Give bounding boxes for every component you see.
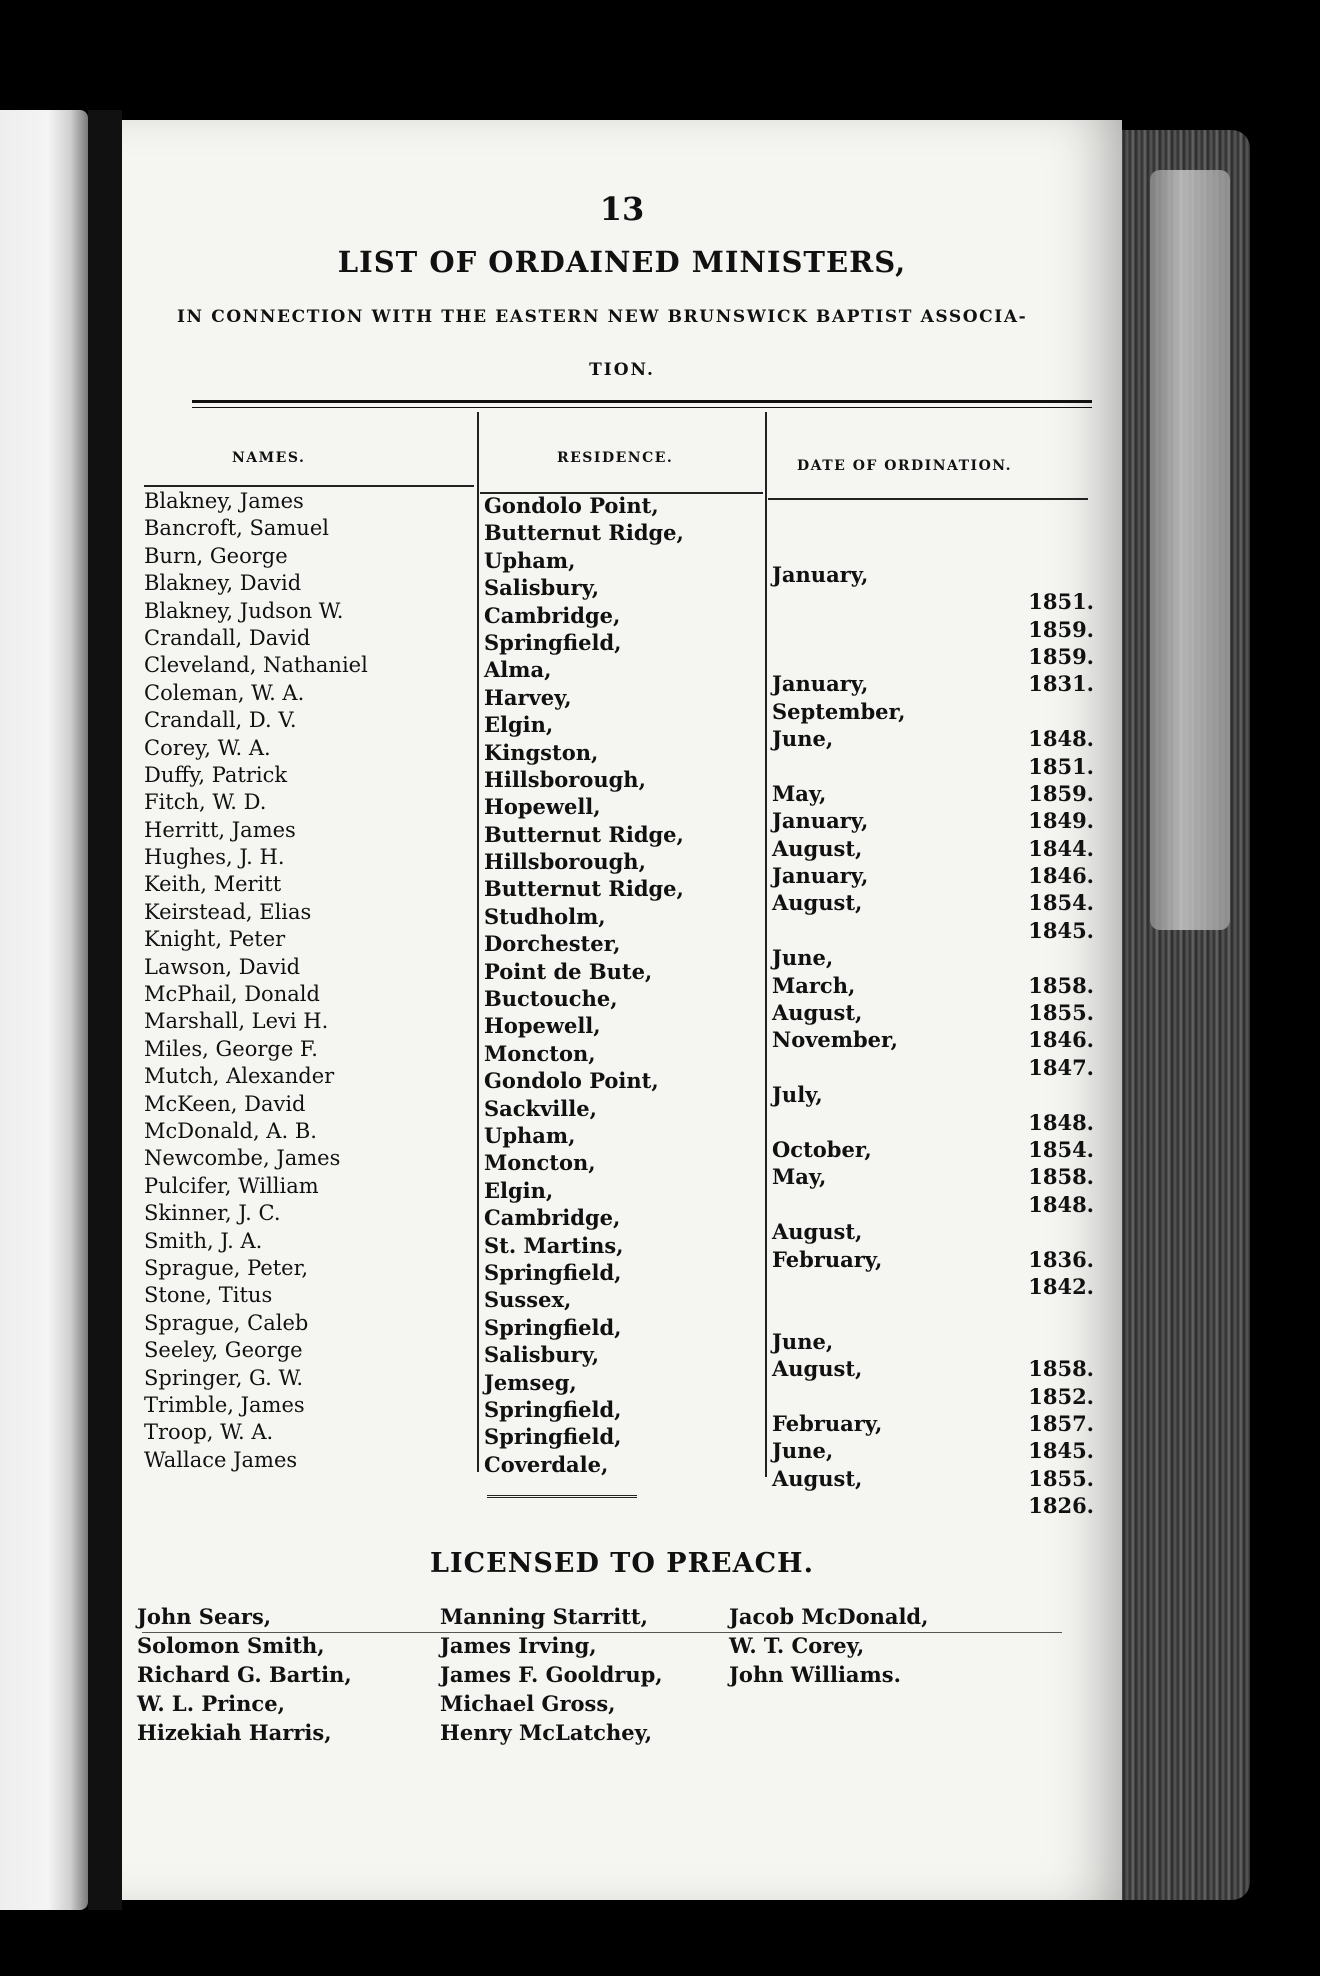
column-divider-names [477, 412, 479, 1472]
column-header-date: DATE OF ORDINATION. [797, 458, 1013, 474]
licensed-column-3 [729, 1602, 928, 1689]
ordination-year: 1845. [1028, 1438, 1094, 1464]
ordination-month: January, [772, 561, 869, 587]
ordination-year: 1857. [1028, 1410, 1094, 1436]
minister-residence: Point de Bute, [484, 958, 653, 984]
licensed-name: Jacob McDonald, [729, 1604, 929, 1629]
licensed-name: Hizekiah Harris, [137, 1720, 332, 1745]
minister-name: Springer, G. W. [144, 1365, 304, 1390]
minister-name: Newcombe, James [144, 1146, 341, 1171]
licensed-section-title: LICENSED TO PREACH. [430, 1548, 814, 1579]
book-gutter [88, 110, 122, 1910]
minister-name: Stone, Titus [144, 1283, 273, 1308]
minister-residence: Coverdale, [484, 1451, 609, 1477]
minister-name: Keith, Meritt [144, 872, 282, 897]
minister-names-list [144, 488, 368, 1474]
ordination-month: July, [772, 1082, 823, 1108]
minister-residence: Sussex, [484, 1287, 572, 1313]
document-page [122, 120, 1122, 1900]
minister-name: Crandall, David [144, 625, 311, 650]
ordination-month [772, 1300, 905, 1327]
minister-name: Blakney, Judson W. [144, 598, 344, 623]
minister-residence: Butternut Ridge, [484, 876, 684, 902]
ordination-month: June, [772, 726, 834, 752]
minister-residence: Cambridge, [484, 602, 621, 628]
ordination-month: January, [772, 671, 869, 697]
names-header-underline [144, 485, 474, 487]
ordination-month: May, [772, 1164, 827, 1190]
minister-residence: Harvey, [484, 684, 572, 710]
licensed-column-2 [440, 1602, 663, 1747]
minister-residence: Salisbury, [484, 575, 600, 601]
minister-name: Skinner, J. C. [144, 1201, 281, 1226]
minister-name: McPhail, Donald [144, 982, 320, 1007]
minister-name: Lawson, David [144, 954, 301, 979]
header-rule [192, 400, 1092, 408]
page-subtitle-continuation: TION. [589, 360, 655, 380]
ordination-year [1002, 561, 1094, 588]
ordination-year-list [1002, 506, 1094, 1519]
ordination-year: 1826. [1028, 1493, 1094, 1519]
ordination-year [1002, 533, 1094, 560]
licensed-name: John Williams. [729, 1662, 901, 1687]
minister-name: Mutch, Alexander [144, 1064, 335, 1089]
ordination-year: 1849. [1028, 808, 1094, 834]
ordination-year [1002, 506, 1094, 533]
ordination-month [772, 1054, 905, 1081]
ordination-month [772, 1383, 905, 1410]
minister-residence: Gondolo Point, [484, 493, 659, 518]
minister-residence: Moncton, [484, 1040, 596, 1066]
ordination-month: February, [772, 1246, 883, 1272]
ordination-year: 1859. [1028, 616, 1094, 642]
minister-residence: Moncton, [484, 1150, 596, 1176]
ordination-month: September, [772, 698, 906, 724]
minister-residence: Alma, [484, 657, 552, 683]
minister-name: Fitch, W. D. [144, 790, 267, 815]
ordination-year: 1851. [1028, 753, 1094, 779]
ordination-year: 1858. [1028, 1356, 1094, 1382]
ordination-year: 1846. [1028, 863, 1094, 889]
minister-residence: Cambridge, [484, 1205, 621, 1231]
residence-list [484, 492, 684, 1478]
ordination-year [1002, 944, 1094, 971]
minister-name: Bancroft, Samuel [144, 516, 329, 541]
minister-name: Cleveland, Nathaniel [144, 653, 368, 678]
minister-name: McKeen, David [144, 1091, 306, 1116]
ordination-year: 1845. [1028, 917, 1094, 943]
licensed-name: W. L. Prince, [137, 1691, 285, 1716]
section-divider [487, 1495, 637, 1498]
ordination-year: 1847. [1028, 1054, 1094, 1080]
page-edge-highlight [1150, 170, 1230, 930]
minister-name: Smith, J. A. [144, 1228, 263, 1253]
ordination-year [1002, 1300, 1094, 1327]
minister-name: Hughes, J. H. [144, 845, 285, 870]
minister-residence: Elgin, [484, 712, 554, 738]
ordination-month: August, [772, 835, 863, 861]
ordination-month: June, [772, 1328, 834, 1354]
minister-name: Trimble, James [144, 1392, 305, 1417]
minister-name: Herritt, James [144, 817, 296, 842]
column-divider-residence [765, 412, 767, 1477]
minister-residence: St. Martins, [484, 1232, 624, 1258]
minister-residence: Springfield, [484, 1396, 622, 1422]
minister-name: Keirstead, Elias [144, 899, 312, 924]
minister-residence: Hopewell, [484, 1013, 601, 1039]
minister-name: Marshall, Levi H. [144, 1009, 329, 1034]
licensed-name: W. T. Corey, [729, 1633, 865, 1658]
date-header-underline [768, 498, 1088, 500]
page-subtitle: IN CONNECTION WITH THE EASTERN NEW BRUNSWICK BAPTIST ASSOCIA- [177, 307, 1028, 327]
ordination-year [1002, 1081, 1094, 1108]
ordination-month [772, 1109, 905, 1136]
ordination-year: 1848. [1028, 1191, 1094, 1217]
ordination-year: 1859. [1028, 643, 1094, 669]
column-header-residence: RESIDENCE. [557, 450, 674, 466]
ordination-month [772, 506, 905, 533]
minister-residence: Springfield, [484, 1424, 622, 1450]
ordination-year: 1842. [1028, 1273, 1094, 1299]
ordination-month: March, [772, 972, 856, 998]
ordination-month: June, [772, 1438, 834, 1464]
licensed-name: Michael Gross, [440, 1691, 616, 1716]
ordination-year: 1855. [1028, 1000, 1094, 1026]
minister-name: Blakney, David [144, 571, 302, 596]
ordination-year: 1846. [1028, 1027, 1094, 1053]
ordination-month [772, 917, 905, 944]
ordination-month: August, [772, 1000, 863, 1026]
minister-name: Sprague, Caleb [144, 1310, 309, 1335]
minister-name: Wallace James [144, 1447, 298, 1472]
minister-residence: Sackville, [484, 1095, 597, 1121]
ordination-year: 1855. [1028, 1465, 1094, 1491]
minister-residence: Butternut Ridge, [484, 520, 684, 546]
minister-name: Seeley, George [144, 1338, 303, 1363]
licensed-name: James Irving, [440, 1633, 597, 1658]
minister-name: Coleman, W. A. [144, 680, 305, 705]
minister-residence: Salisbury, [484, 1342, 600, 1368]
ordination-month [772, 1273, 905, 1300]
ordination-year: 1836. [1028, 1246, 1094, 1272]
ordination-year: 1858. [1028, 1164, 1094, 1190]
ordination-year: 1831. [1028, 671, 1094, 697]
minister-residence: Hillsborough, [484, 849, 646, 875]
minister-residence: Hillsborough, [484, 766, 646, 792]
minister-residence: Studholm, [484, 903, 606, 929]
ordination-year [1002, 698, 1094, 725]
licensed-name: Manning Starritt, [440, 1604, 648, 1629]
minister-name: Troop, W. A. [144, 1420, 274, 1445]
ordination-year: 1848. [1028, 1109, 1094, 1135]
minister-name: Burn, George [144, 543, 288, 568]
minister-residence: Springfield, [484, 629, 622, 655]
ordination-year: 1851. [1028, 589, 1094, 615]
ordination-month-list [772, 506, 905, 1492]
ordination-month [772, 616, 905, 643]
ordination-year: 1854. [1028, 890, 1094, 916]
ordination-year: 1854. [1028, 1136, 1094, 1162]
ordination-month: May, [772, 780, 827, 806]
licensed-name: James F. Gooldrup, [440, 1662, 663, 1687]
licensed-column-1 [137, 1602, 352, 1747]
ordination-month [772, 533, 905, 560]
ordination-month: August, [772, 890, 863, 916]
minister-residence: Springfield, [484, 1314, 622, 1340]
minister-name: Crandall, D. V. [144, 708, 297, 733]
licensed-name: Solomon Smith, [137, 1633, 325, 1658]
ordination-month: August, [772, 1219, 863, 1245]
ordination-month: January, [772, 808, 869, 834]
ordination-month [772, 588, 905, 615]
ordination-year: 1859. [1028, 780, 1094, 806]
ordination-year: 1844. [1028, 835, 1094, 861]
minister-residence: Dorchester, [484, 931, 621, 957]
minister-residence: Elgin, [484, 1177, 554, 1203]
ordination-year: 1852. [1028, 1383, 1094, 1409]
ordination-month: August, [772, 1465, 863, 1491]
licensed-name: Henry McLatchey, [440, 1720, 653, 1745]
minister-name: Duffy, Patrick [144, 762, 288, 787]
ordination-month: August, [772, 1356, 863, 1382]
ordination-month: June, [772, 945, 834, 971]
minister-residence: Gondolo Point, [484, 1068, 659, 1094]
ordination-month [772, 1191, 905, 1218]
page-number: 13 [599, 190, 645, 228]
column-header-names: NAMES. [232, 450, 306, 466]
minister-residence: Springfield, [484, 1259, 622, 1285]
minister-residence: Jemseg, [484, 1369, 577, 1395]
ordination-year: 1848. [1028, 726, 1094, 752]
minister-residence: Kingston, [484, 739, 599, 765]
minister-name: Miles, George F. [144, 1036, 318, 1061]
minister-name: Corey, W. A. [144, 735, 271, 760]
minister-residence: Upham, [484, 1122, 576, 1148]
minister-name: Knight, Peter [144, 927, 286, 952]
licensed-name: John Sears, [137, 1604, 272, 1629]
minister-residence: Upham, [484, 547, 576, 573]
licensed-name: Richard G. Bartin, [137, 1662, 352, 1687]
left-page-edge [0, 110, 88, 1910]
minister-residence: Butternut Ridge, [484, 821, 684, 847]
minister-name: Blakney, James [144, 489, 304, 513]
page-title: LIST OF ORDAINED MINISTERS, [337, 245, 907, 279]
minister-residence: Buctouche, [484, 986, 618, 1012]
ordination-year: 1858. [1028, 972, 1094, 998]
minister-name: Sprague, Peter, [144, 1255, 309, 1280]
ordination-month [772, 643, 905, 670]
ordination-year [1002, 1218, 1094, 1245]
minister-residence: Hopewell, [484, 794, 601, 820]
ordination-month [772, 753, 905, 780]
minister-name: McDonald, A. B. [144, 1118, 317, 1143]
ordination-month: January, [772, 863, 869, 889]
ordination-month: November, [772, 1027, 898, 1053]
ordination-month: February, [772, 1410, 883, 1436]
minister-name: Pulcifer, William [144, 1173, 319, 1198]
ordination-month: October, [772, 1136, 872, 1162]
ordination-year [1002, 1328, 1094, 1355]
